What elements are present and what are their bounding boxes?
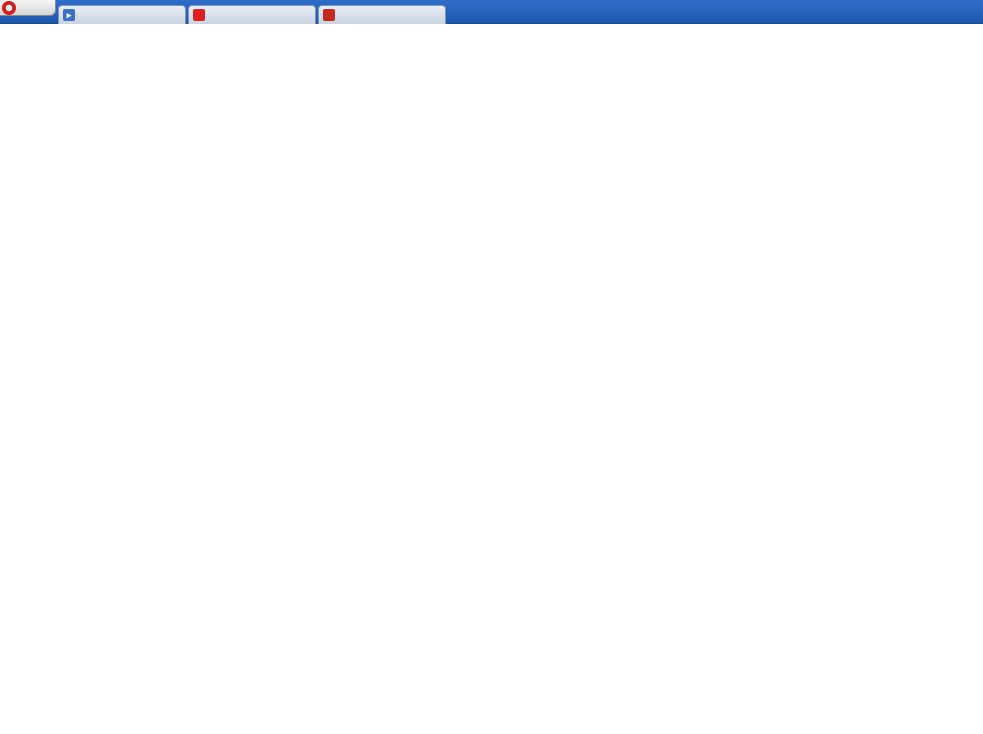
page-favicon-icon: ▸: [63, 9, 75, 21]
yandex-favicon-icon: [193, 9, 205, 21]
tab-blok[interactable]: [318, 5, 446, 24]
tab-bar: [0, 0, 983, 24]
tab-marina[interactable]: [58, 5, 186, 24]
opera-logo-icon: [2, 1, 16, 15]
blok-favicon-icon: [323, 9, 335, 21]
tab-yandex[interactable]: [188, 5, 316, 24]
opera-menu-button[interactable]: [0, 0, 56, 16]
